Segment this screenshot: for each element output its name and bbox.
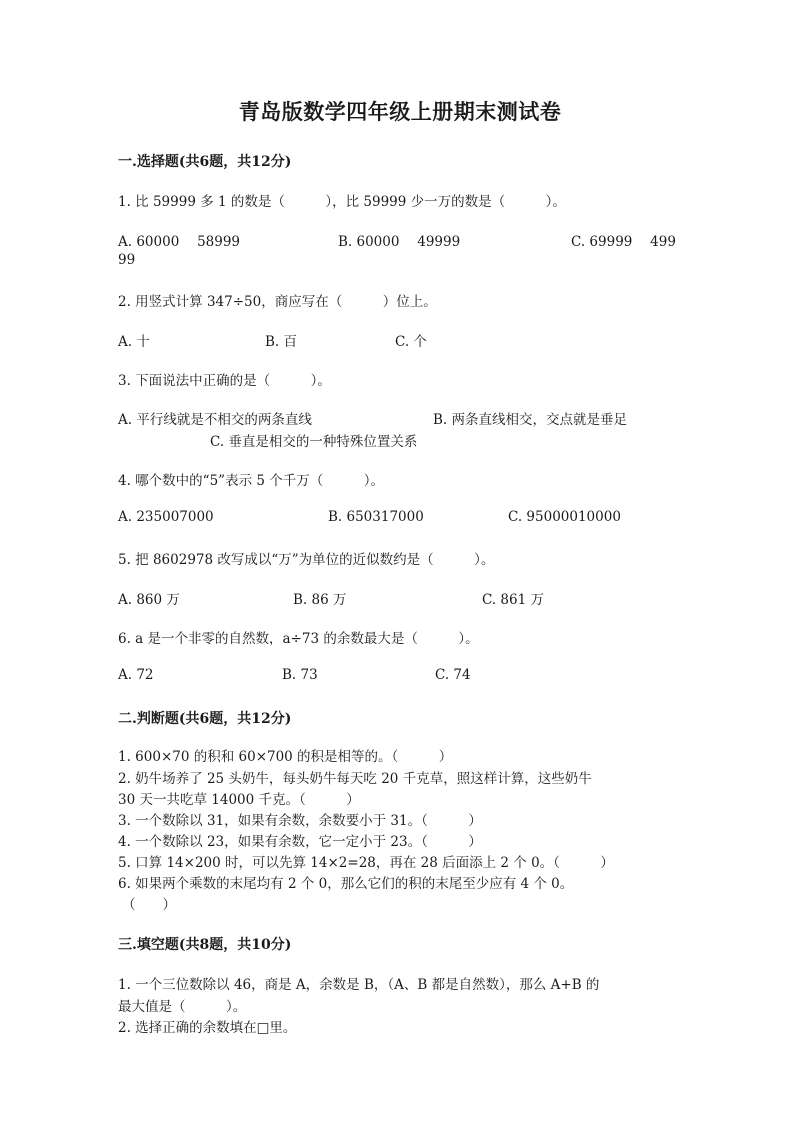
judgement-line-6: 5. 口算 14×200 时，可以先算 14×2=28，再在 28 后面添上 2 个 0。（ ） — [118, 855, 614, 871]
question-3-option-b: B. 两条直线相交，交点就是垂足 — [433, 412, 628, 428]
section-heading-fill-blank: 三.填空题(共8题，共10分) — [118, 937, 292, 953]
question-4-option-b: B. 650317000 — [328, 509, 424, 525]
question-6-option-c: C. 74 — [435, 667, 471, 683]
section-heading-choice: 一.选择题(共6题，共12分) — [118, 154, 292, 170]
page-title: 青岛版数学四年级上册期末测试卷 — [238, 99, 562, 124]
question-5-option-a: A. 860 万 — [118, 592, 180, 608]
judgement-line-4: 3. 一个数除以 31，如果有余数，余数要小于 31。（ ） — [118, 813, 482, 829]
question-4-option-c: C. 95000010000 — [508, 509, 621, 525]
question-3-option-a: A. 平行线就是不相交的两条直线 — [118, 412, 312, 428]
judgement-line-5: 4. 一个数除以 23，如果有余数，它一定小于 23。（ ） — [118, 834, 482, 850]
section-heading-judgement: 二.判断题(共6题，共12分) — [118, 711, 292, 727]
fill-line-3: 2. 选择正确的余数填在□里。 — [118, 1020, 297, 1036]
judgement-line-8: （ ） — [122, 897, 176, 913]
question-6-option-a: A. 72 — [118, 667, 154, 683]
question-5-option-b: B. 86 万 — [293, 592, 347, 608]
question-6-stem: 6. a 是一个非零的自然数，a÷73 的余数最大是（ ）。 — [118, 631, 479, 647]
question-1-option-c: C. 69999 499 — [571, 234, 676, 250]
question-4-option-a: A. 235007000 — [118, 509, 214, 525]
fill-line-2: 最大值是（ ）。 — [118, 999, 247, 1015]
judgement-line-7: 6. 如果两个乘数的末尾均有 2 个 0，那么它们的积的末尾至少应有 4 个 0。 — [118, 876, 574, 892]
question-1-stem: 1. 比 59999 多 1 的数是（ ），比 59999 少一万的数是（ ）。 — [118, 194, 566, 210]
question-3-option-c: C. 垂直是相交的一种特殊位置关系 — [210, 434, 418, 450]
question-2-option-b: B. 百 — [265, 334, 298, 350]
question-1-option-b: B. 60000 49999 — [338, 234, 461, 250]
question-4-stem: 4. 哪个数中的“5”表示 5 个千万（ ）。 — [118, 473, 384, 489]
question-1-option-a: A. 60000 58999 — [118, 234, 241, 250]
question-5-option-c: C. 861 万 — [482, 592, 544, 608]
question-6-option-b: B. 73 — [282, 667, 318, 683]
judgement-line-1: 1. 600×70 的积和 60×700 的积是相等的。（ ） — [118, 749, 453, 765]
question-2-option-a: A. 十 — [118, 334, 150, 350]
question-1-option-c-wrap: 99 — [118, 252, 136, 268]
question-5-stem: 5. 把 8602978 改写成以“万”为单位的近似数约是（ ）。 — [118, 552, 495, 568]
judgement-line-3: 30 天一共吃草 14000 千克。（ ） — [118, 792, 360, 808]
judgement-line-2: 2. 奶牛场养了 25 头奶牛，每头奶牛每天吃 20 千克草，照这样计算，这些奶牛 — [118, 771, 592, 787]
question-2-stem: 2. 用竖式计算 347÷50，商应写在（ ）位上。 — [118, 294, 437, 310]
question-3-stem: 3. 下面说法中正确的是（ ）。 — [118, 373, 331, 389]
fill-line-1: 1. 一个三位数除以 46，商是 A，余数是 B，（A、B 都是自然数），那么 A+B 的 — [118, 977, 600, 993]
question-2-option-c: C. 个 — [395, 334, 427, 350]
